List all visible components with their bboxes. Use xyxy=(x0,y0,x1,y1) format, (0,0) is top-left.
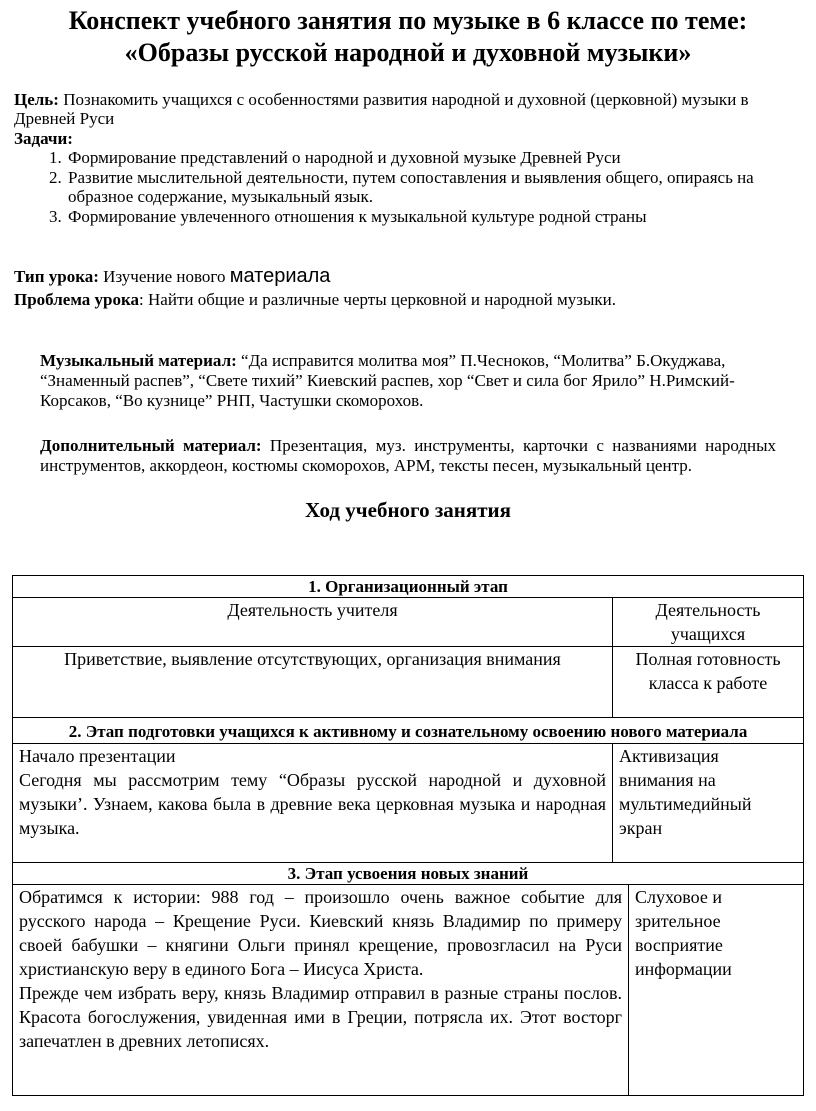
problem-text: : Найти общие и различные черты церковной и народной музыки. xyxy=(139,290,616,309)
students-activity-header: Деятельность учащихся xyxy=(613,598,804,647)
stage-3-teacher-para-2: Прежде чем избрать веру, князь Владимир отправил в разные страны послов. Красота богослужения, увиденная ими в Греции, потрясла их. Этот восторг запечатлен в древних летописях. xyxy=(19,983,622,1051)
table-row xyxy=(13,885,804,1096)
tasks-list xyxy=(40,148,806,226)
table-row xyxy=(13,576,804,598)
music-material-text: “Да исправится молитва моя” П.Чесноков, “Молитва” Б.Окуджава, “Знаменный распев”, “Свете тихий” Киевский распев, хор “Свет и сила бог Ярило” Н.Римский-Корсаков, “Во кузнице” РНП, Частушки скоморохов. xyxy=(40,351,735,410)
stage-3-students-text: Слуховое и зрительное восприятие информации xyxy=(629,885,804,1096)
task-item: 2. Развитие мыслительной деятельности, путем сопоставления и выявления общего, опираясь на образное содержание, музыкальный язык. xyxy=(66,168,806,207)
music-material-paragraph xyxy=(40,351,776,411)
tasks-label xyxy=(14,129,73,148)
stage-1-title: 1. Организационный этап xyxy=(13,576,804,598)
lesson-type-text: Изучение нового xyxy=(98,267,230,286)
extra-material-paragraph xyxy=(40,436,776,476)
music-material-label: Музыкальный материал: xyxy=(40,351,237,370)
table-row xyxy=(13,647,804,718)
teacher-activity-header: Деятельность учителя xyxy=(13,598,613,647)
stage-1-teacher-text: Приветствие, выявление отсутствующих, организация внимания xyxy=(13,647,613,718)
stage-2-teacher-cell xyxy=(13,744,613,863)
goal-label: Цель: xyxy=(14,90,59,109)
problem-label: Проблема урока xyxy=(14,290,140,309)
stage-2-students-text: Активизация внимания на мультимедийный экран xyxy=(613,744,804,863)
stage-3-teacher-para-1: Обратимся к истории: 988 год – произошло очень важное событие для русского народа – Крещение Руси. Киевский князь Владимир по примеру своей бабушки – княгини Ольги принял крещение, провозгласил на Руси христианскую веру в единого Бога – Иисуса Христа. xyxy=(19,887,622,979)
tasks-label-text: Задачи: xyxy=(14,129,73,148)
stage-2-teacher-line1: Начало презентации xyxy=(19,746,176,766)
lesson-type-paragraph xyxy=(14,267,794,286)
table-row xyxy=(13,744,804,863)
lesson-type-emphasis: материала xyxy=(229,265,331,287)
lesson-table xyxy=(12,575,804,1096)
task-item: 1. Формирование представлений о народной и духовной музыке Древней Руси xyxy=(66,148,806,168)
stage-2-teacher-text: Сегодня мы рассмотрим тему “Образы русской народной и духовной музыки’. Узнаем, какова была в древние века церковная музыка и народная музыка. xyxy=(19,770,606,838)
goal-paragraph xyxy=(14,90,754,128)
stage-1-students-text: Полная готовность класса к работе xyxy=(613,647,804,718)
stage-2-title: 2. Этап подготовки учащихся к активному и сознательному освоению нового материала xyxy=(13,718,804,744)
document-title-line-2: «Образы русской народной и духовной музыки» xyxy=(124,38,692,67)
stage-3-title: 3. Этап усвоения новых знаний xyxy=(13,863,804,885)
table-row xyxy=(13,863,804,885)
task-item: 3. Формирование увлеченного отношения к музыкальной культуре родной страны xyxy=(66,207,806,227)
extra-material-label: Дополнительный материал: xyxy=(40,436,262,455)
lesson-type-label: Тип урока: xyxy=(14,267,99,286)
problem-paragraph xyxy=(14,290,794,309)
stage-3-teacher-cell xyxy=(13,885,629,1096)
lesson-flow-title: Ход учебного занятия xyxy=(305,498,511,522)
extra-material-text: Презентация, муз. инструменты, карточки с названиями народных инструментов, аккордеон, костюмы скоморохов, АРМ, тексты песен, музыкальный центр. xyxy=(40,436,776,475)
table-row xyxy=(13,598,804,647)
table-row xyxy=(13,718,804,744)
document-title-line-1: Конспект учебного занятия по музыке в 6 классе по теме: xyxy=(68,6,748,35)
goal-text: Познакомить учащихся с особенностями развития народной и духовной (церковной) музыки в Древней Руси xyxy=(14,90,749,128)
